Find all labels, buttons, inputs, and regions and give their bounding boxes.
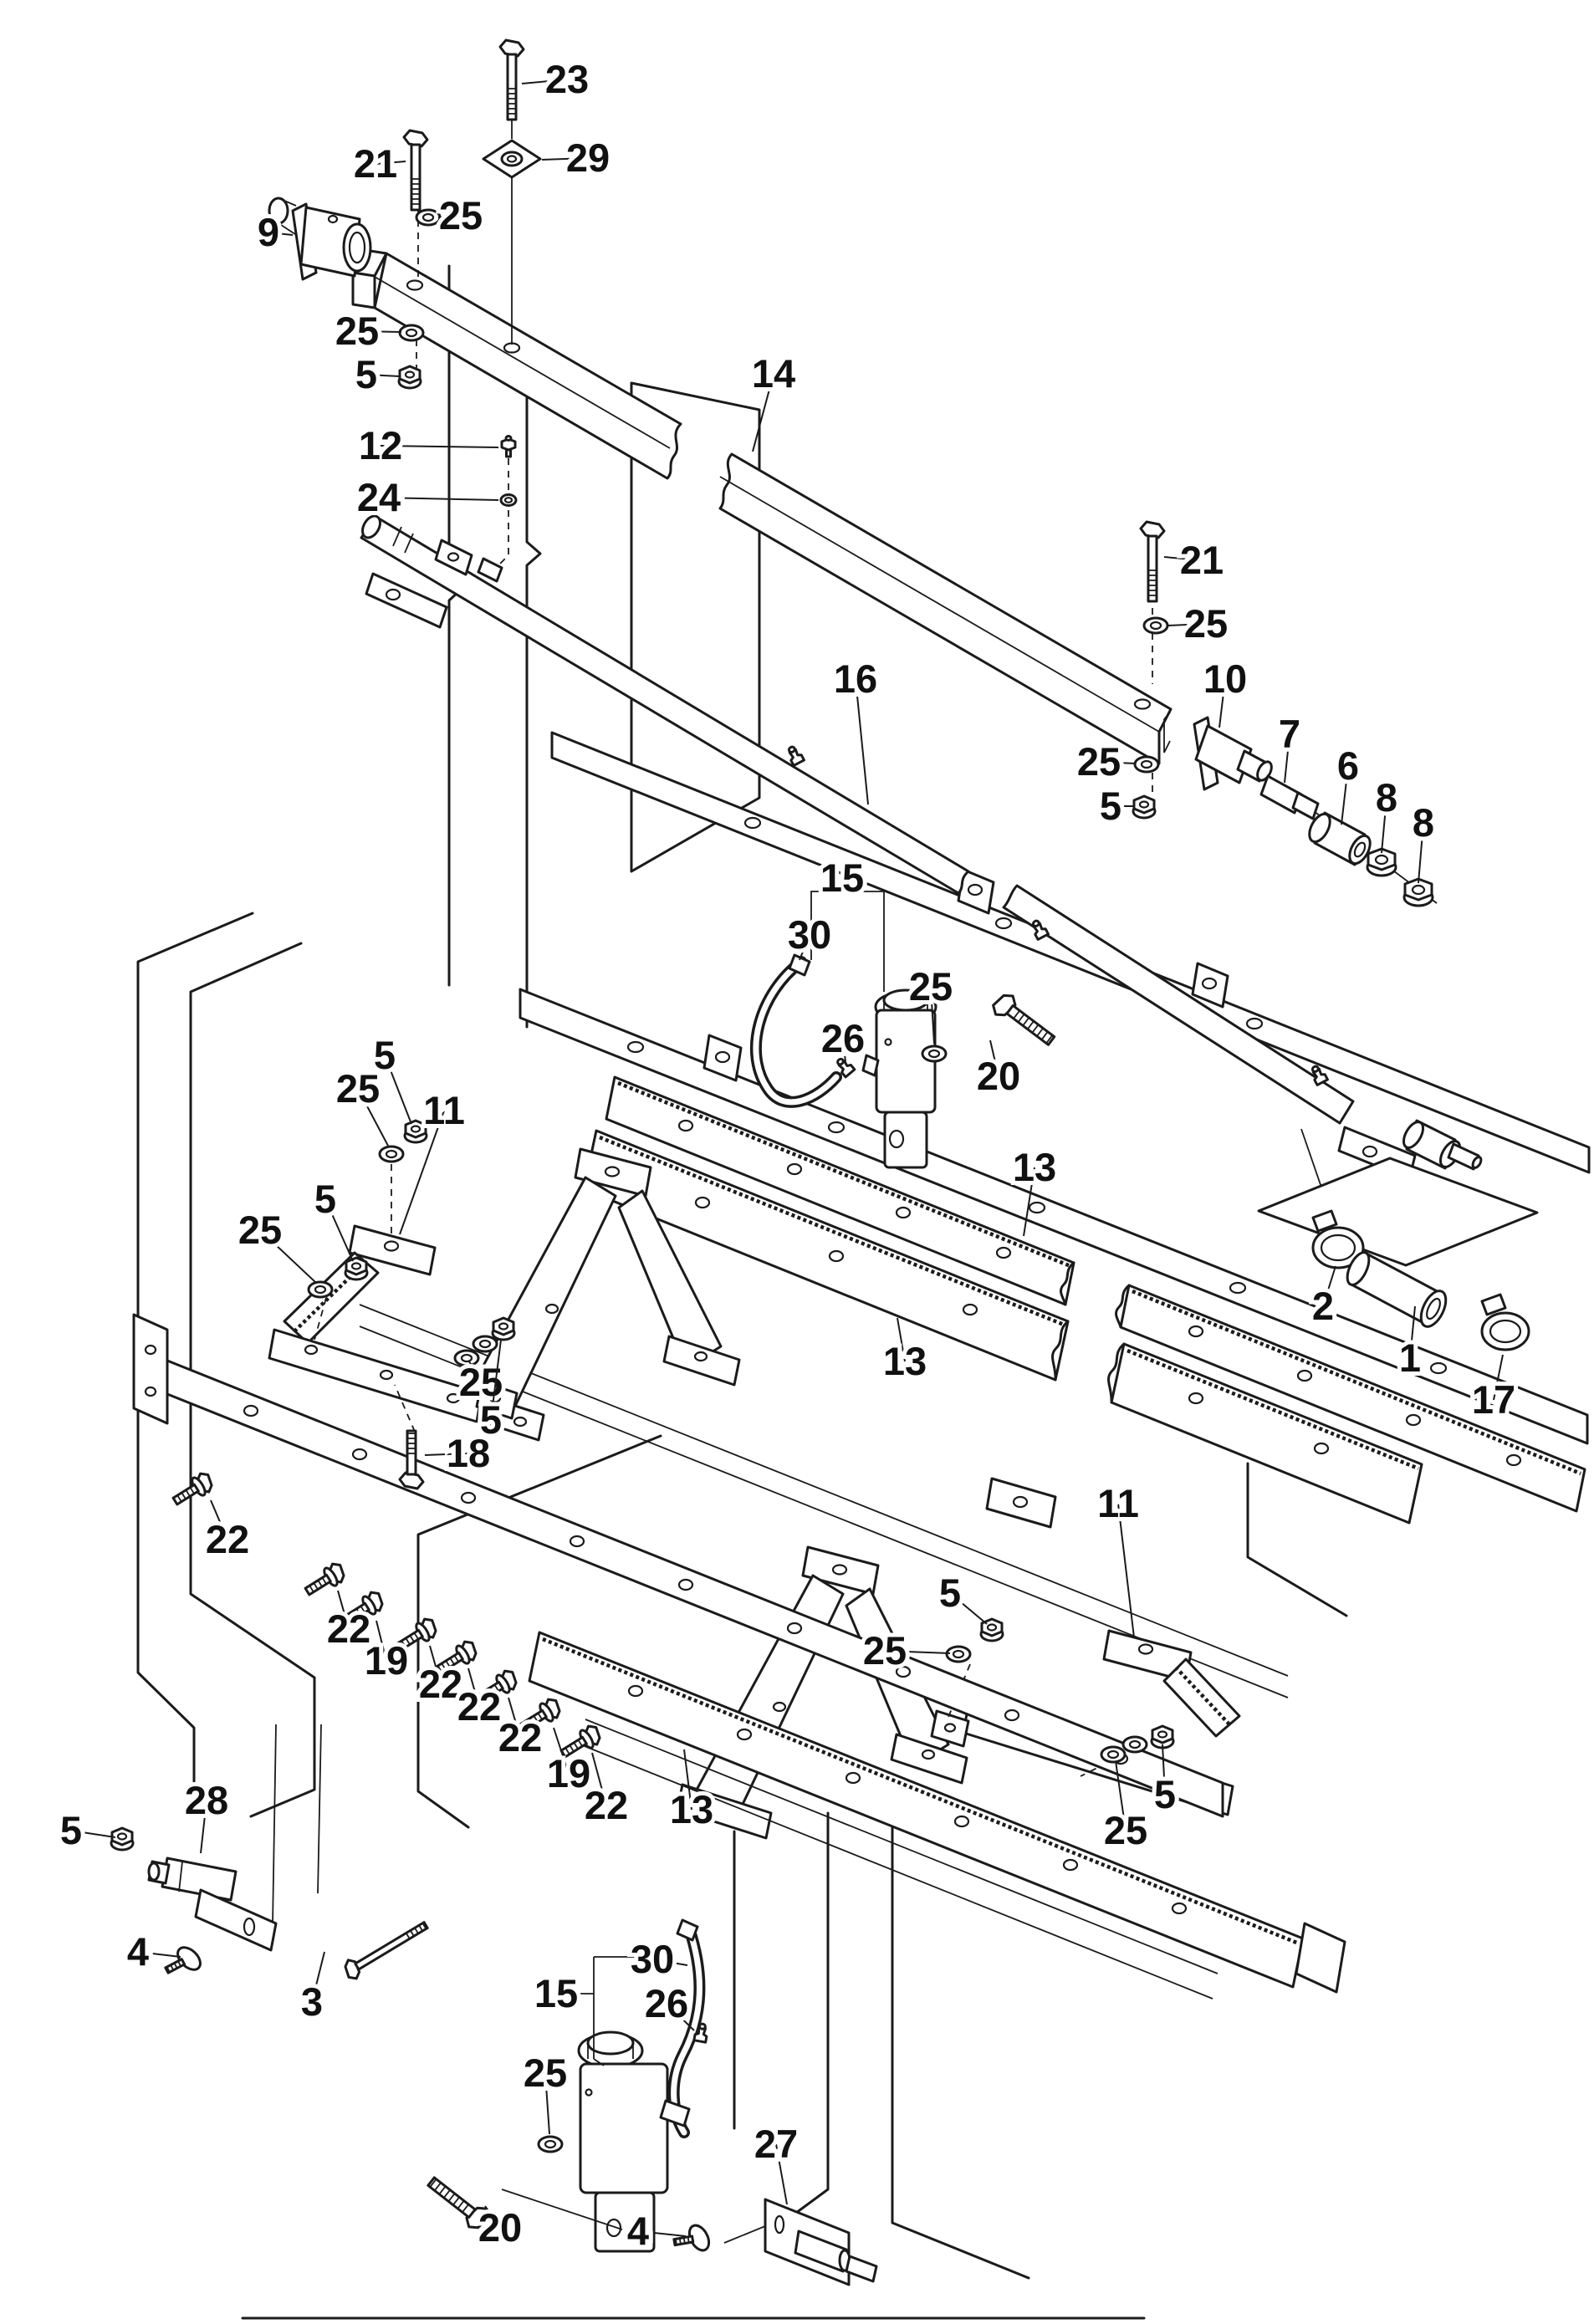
callout-number: 15 <box>820 856 865 900</box>
callout-number: 25 <box>862 1628 907 1673</box>
callout-number: 8 <box>1375 775 1398 820</box>
beam-14 <box>353 250 1171 764</box>
callout-number: 5 <box>373 1033 396 1077</box>
callout-20 <box>478 2205 522 2250</box>
callout-number: 16 <box>833 656 878 701</box>
callout-number: 21 <box>353 141 398 186</box>
callout-2 <box>1312 1266 1336 1328</box>
callout-number: 27 <box>754 2122 799 2166</box>
thumbscrew-4 <box>160 1939 207 1984</box>
callout-23 <box>522 57 589 101</box>
callout-number: 25 <box>458 1360 503 1404</box>
callout-22 <box>498 1698 542 1760</box>
callout-number: 25 <box>523 2051 568 2095</box>
washer-25 <box>416 210 440 225</box>
callout-8 <box>1376 775 1397 853</box>
callout-number: 25 <box>438 193 483 238</box>
callout-number: 8 <box>1412 800 1435 845</box>
callout-20 <box>977 1040 1020 1098</box>
callout-5 <box>314 1177 353 1261</box>
callout-number: 28 <box>184 1778 229 1822</box>
callout-25 <box>863 1628 950 1673</box>
callout-number: 13 <box>669 1787 714 1831</box>
washer-25 <box>380 1147 403 1162</box>
callout-number: 22 <box>457 1684 502 1729</box>
clamp-17 <box>1482 1295 1529 1350</box>
nut-5 <box>399 366 421 388</box>
callout-number: 2 <box>1311 1284 1335 1328</box>
callout-number: 17 <box>1471 1377 1516 1422</box>
washer-25 <box>309 1282 332 1297</box>
callout-25 <box>238 1208 316 1283</box>
callout-number: 11 <box>423 1088 465 1132</box>
callout-number: 25 <box>1103 1808 1148 1852</box>
callout-15 <box>820 856 864 900</box>
fitting-12 <box>502 437 515 457</box>
callout-10 <box>1203 656 1247 728</box>
callout-number: 9 <box>257 210 280 254</box>
bolt-3 <box>341 1917 432 1982</box>
callout-30 <box>788 912 831 960</box>
nut-5 <box>493 1318 514 1340</box>
callout-number: 5 <box>1099 784 1122 828</box>
washer-25 <box>947 1647 970 1662</box>
callout-25 <box>336 1066 388 1146</box>
callout-11 <box>400 1088 465 1234</box>
callout-number: 14 <box>751 351 796 396</box>
callout-17 <box>1472 1355 1515 1422</box>
washer-25 <box>1123 1737 1147 1752</box>
callout-number: 3 <box>300 1979 324 2024</box>
callout-25 <box>1167 601 1228 646</box>
latch-assembly-28 <box>149 1724 321 1950</box>
bolt-21-left <box>404 130 427 210</box>
washer-25 <box>539 2137 562 2152</box>
callout-number: 23 <box>544 57 590 101</box>
callout-26 <box>821 1016 865 1062</box>
callout-number: 22 <box>326 1606 371 1651</box>
callout-15 <box>534 1971 578 2015</box>
bolt-23 <box>500 40 524 120</box>
callout-5 <box>355 352 400 396</box>
callout-number: 7 <box>1278 712 1301 756</box>
callout-27 <box>754 2122 798 2204</box>
callout-number: 25 <box>1183 601 1229 646</box>
bolt-21-right <box>1141 522 1164 601</box>
callout-number: 22 <box>498 1715 543 1760</box>
screw-22 <box>302 1560 348 1600</box>
bracket-27 <box>724 2199 876 2285</box>
callout-number: 6 <box>1336 743 1360 788</box>
callout-number: 4 <box>626 2209 650 2253</box>
callout-25 <box>438 193 483 238</box>
nut-5 <box>1133 796 1155 818</box>
callout-number: 20 <box>976 1054 1021 1098</box>
callout-7 <box>1279 712 1300 783</box>
callout-number: 22 <box>584 1783 629 1827</box>
callout-5 <box>60 1808 115 1852</box>
sheet <box>1259 1158 1537 1265</box>
callout-number: 21 <box>1179 538 1224 582</box>
thumbscrew-4 <box>672 2220 713 2257</box>
callout-number: 5 <box>938 1571 962 1615</box>
callout-28 <box>185 1778 228 1853</box>
washer-25 <box>473 1336 497 1351</box>
washer-25 <box>1135 757 1158 772</box>
callout-number: 25 <box>335 1066 381 1111</box>
washer-25 <box>922 1046 946 1061</box>
callout-22 <box>585 1753 628 1827</box>
callout-number: 5 <box>355 352 378 396</box>
callout-3 <box>301 1952 324 2024</box>
end-fitting-group <box>1194 718 1437 903</box>
nut-5 <box>345 1258 367 1279</box>
callout-number: 5 <box>1153 1772 1177 1816</box>
callout-8 <box>1413 800 1434 883</box>
callout-number: 5 <box>314 1177 337 1221</box>
callout-5 <box>1100 784 1134 828</box>
callout-number: 10 <box>1203 656 1248 701</box>
plug-9 <box>269 198 370 279</box>
nut-5 <box>111 1828 133 1850</box>
callout-26 <box>645 1981 694 2030</box>
callout-25 <box>524 2051 567 2134</box>
callout-number: 11 <box>1097 1481 1139 1525</box>
callout-number: 19 <box>364 1638 409 1683</box>
washer-24 <box>501 495 516 506</box>
callout-number: 24 <box>356 475 401 519</box>
callout-number: 25 <box>908 964 953 1009</box>
callout-number: 18 <box>446 1431 491 1475</box>
diagram-artwork <box>134 119 1589 2318</box>
callout-number: 20 <box>478 2205 523 2250</box>
callout-19 <box>365 1621 408 1683</box>
callout-22 <box>206 1500 249 1561</box>
callout-number: 13 <box>882 1339 927 1383</box>
callout-number: 4 <box>126 1929 150 1974</box>
callout-13 <box>883 1318 927 1383</box>
square-washer-29 <box>483 140 540 177</box>
screw-22 <box>170 1470 216 1509</box>
callout-4 <box>627 2209 686 2253</box>
callout-22 <box>457 1668 501 1729</box>
callout-number: 25 <box>1076 739 1121 784</box>
callout-number: 22 <box>205 1517 250 1561</box>
bolt-20-upper <box>989 990 1059 1051</box>
callout-number: 26 <box>644 1981 689 2025</box>
callout-number: 5 <box>479 1397 503 1442</box>
callout-number: 12 <box>358 423 403 467</box>
callout-24 <box>357 475 498 519</box>
callout-12 <box>359 423 498 467</box>
callout-number: 30 <box>787 912 832 957</box>
callout-5 <box>939 1571 987 1624</box>
callout-6 <box>1337 743 1359 825</box>
callout-number: 30 <box>630 1937 675 1981</box>
callout-number: 22 <box>418 1662 463 1706</box>
callout-number: 5 <box>59 1808 83 1852</box>
washer-25 <box>1101 1747 1125 1762</box>
callout-number: 13 <box>1012 1145 1057 1189</box>
callout-number: 19 <box>546 1751 591 1795</box>
callout-30 <box>631 1937 687 1981</box>
rear-rail-upper <box>552 733 1589 1172</box>
callout-number: 1 <box>1398 1336 1422 1380</box>
callout-number: 25 <box>335 309 380 353</box>
callout-21 <box>1164 538 1224 582</box>
callout-21 <box>354 141 406 186</box>
callout-number: 26 <box>820 1016 866 1060</box>
callout-16 <box>834 656 877 804</box>
callout-number: 25 <box>238 1208 283 1252</box>
callout-5 <box>1154 1744 1176 1816</box>
callout-number: 15 <box>534 1971 579 2015</box>
callout-29 <box>542 135 610 180</box>
washer-25 <box>1144 618 1167 633</box>
callout-number: 29 <box>565 135 611 180</box>
washer-25 <box>400 325 423 340</box>
